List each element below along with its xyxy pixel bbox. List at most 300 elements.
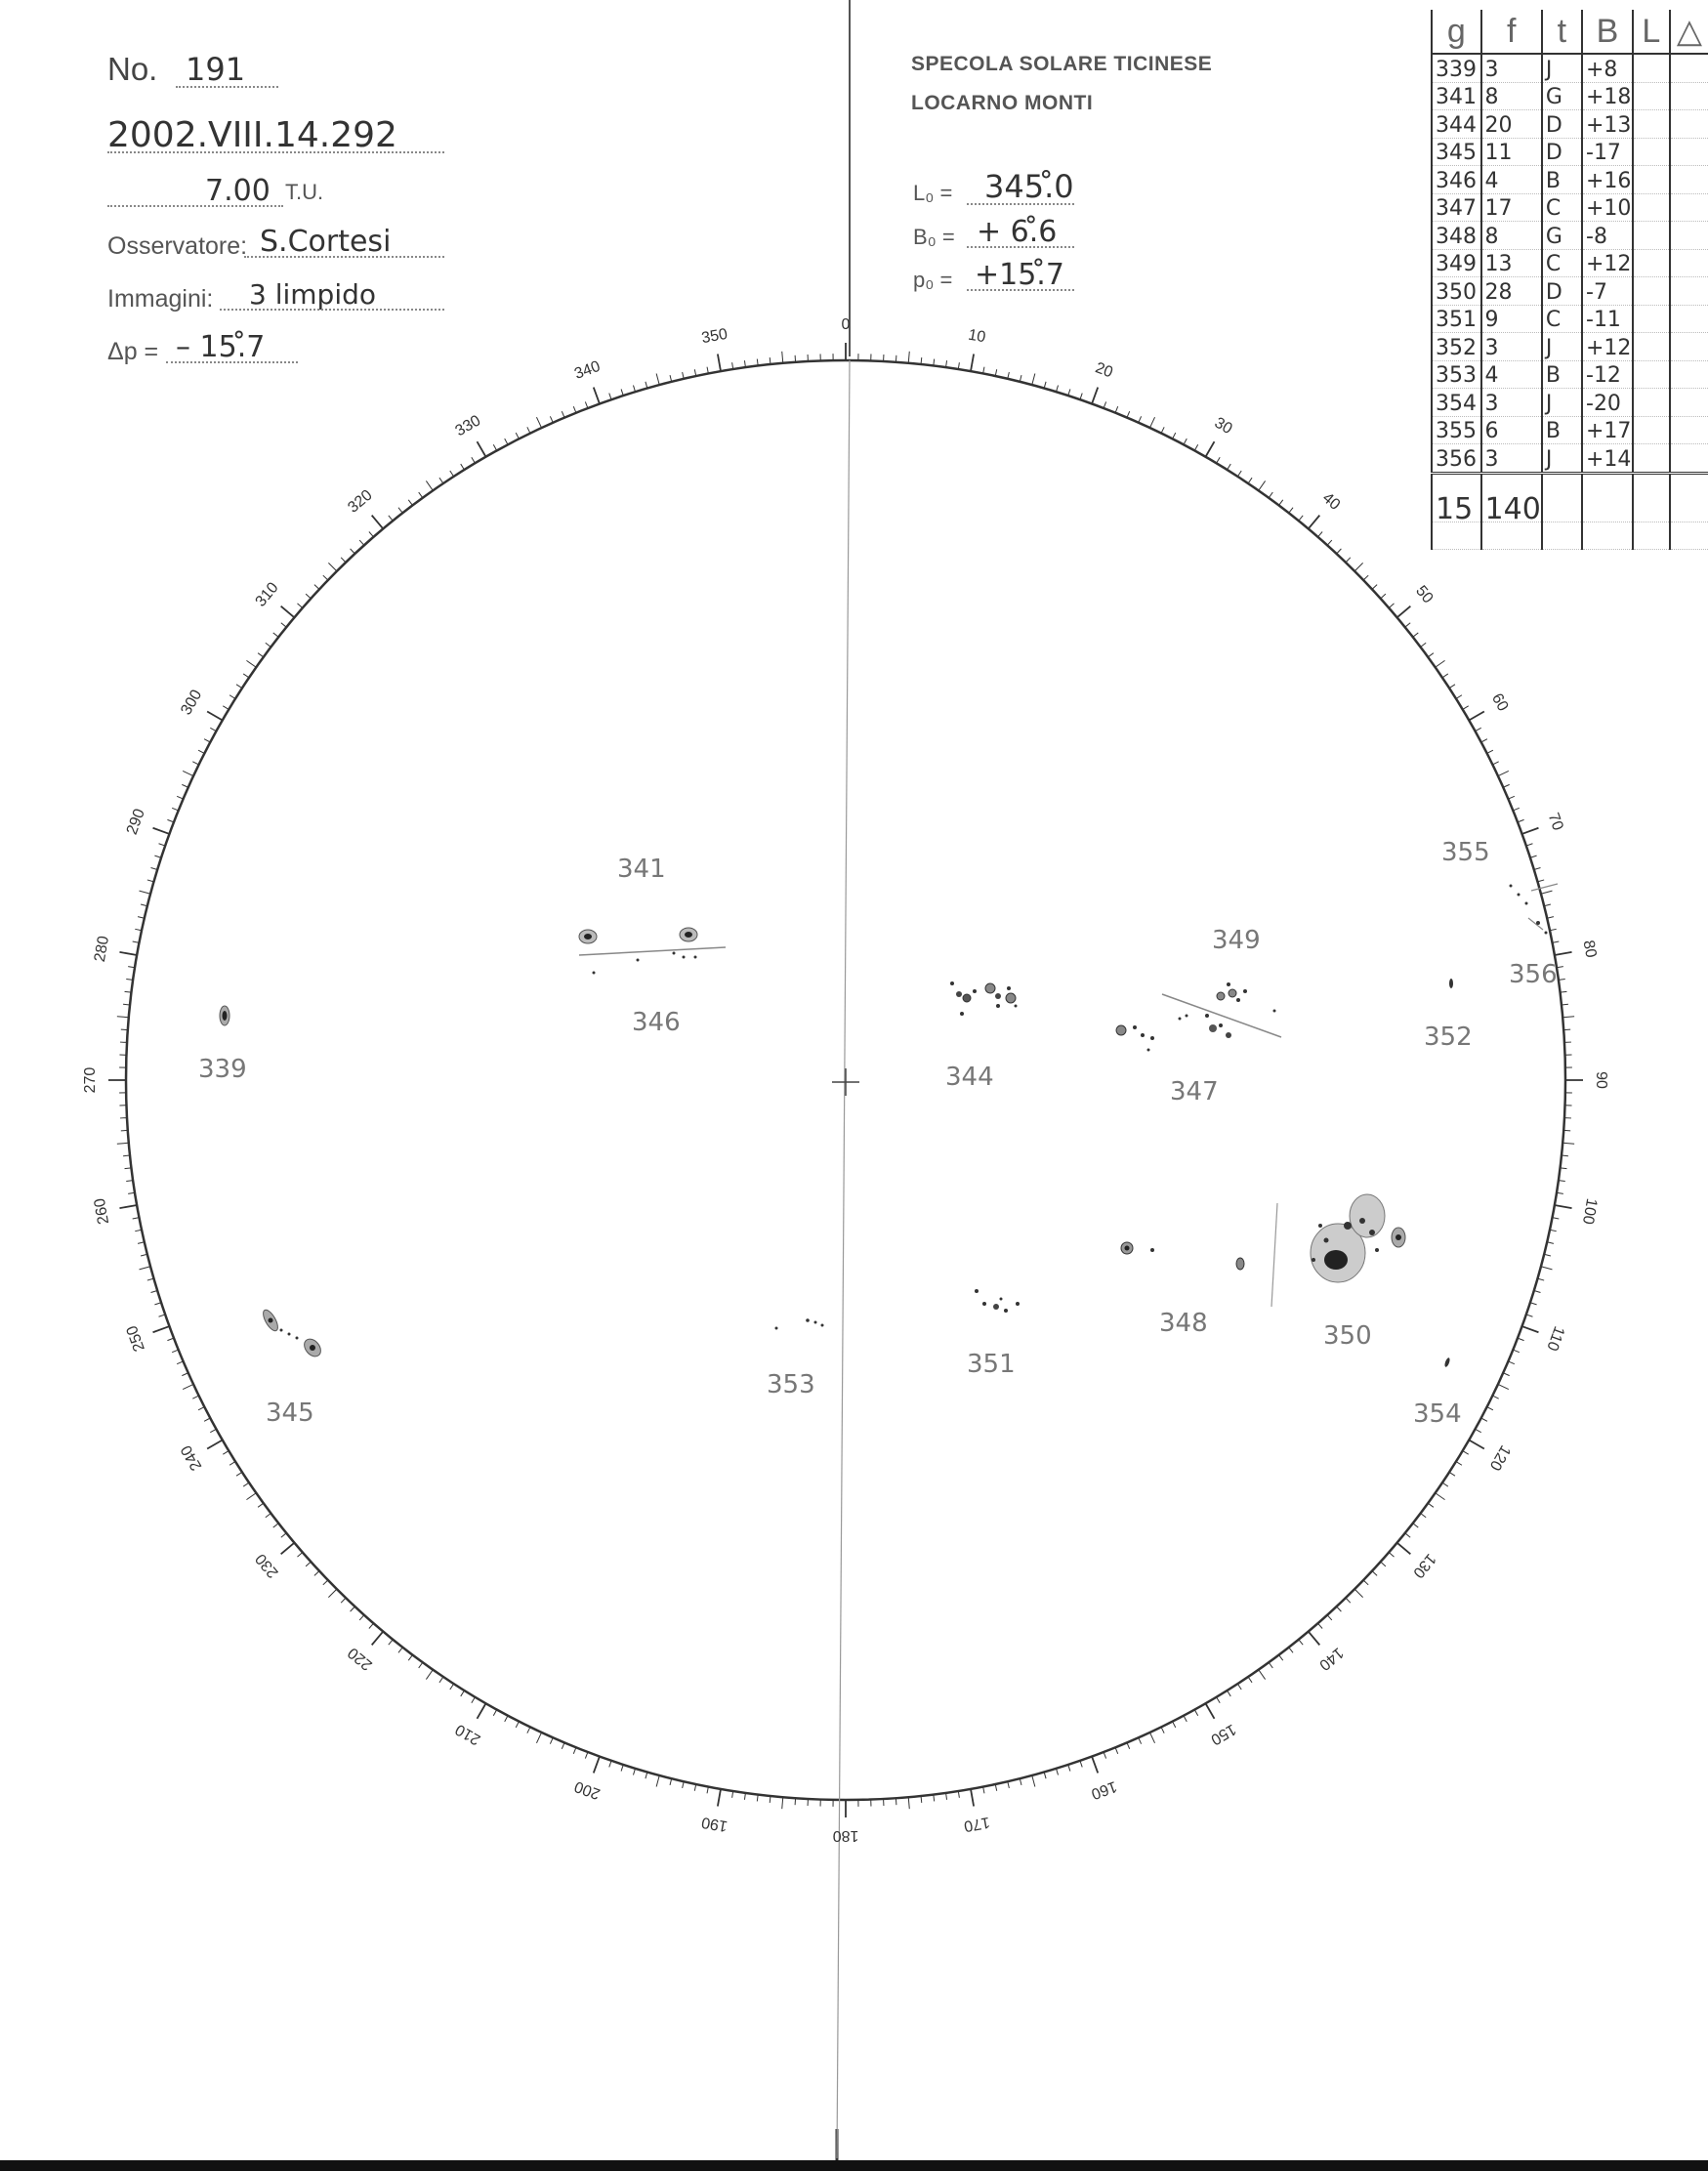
scale-tick [1248,478,1252,483]
scale-tick [1289,1648,1293,1653]
scale-tick [266,1514,271,1518]
scale-label: 240 [178,1441,206,1474]
scale-label: 270 [82,1066,100,1094]
cell-type: G [1542,82,1582,110]
scale-tick [204,1418,210,1421]
delta-p-value: – 15.̊7 [176,330,266,364]
number-label: No. [107,51,158,87]
scale-tick [1487,1407,1493,1410]
cell-spot-count: 9 [1481,305,1542,333]
scale-tick [1476,728,1481,731]
scale-tick [207,712,223,721]
scale-label: 160 [1089,1777,1119,1803]
scale-tick [1389,604,1394,608]
scale-tick [153,1326,170,1332]
scale-tick [1289,508,1293,514]
scale-tick [1184,438,1187,444]
group-label-347: 347 [1170,1077,1219,1106]
scale-tick [1372,1571,1377,1576]
table-row [1432,416,1708,444]
scale-tick [341,1598,346,1603]
scale-tick [1149,417,1154,428]
col-header-b: B [1582,10,1633,54]
scale-label: 110 [1543,1323,1567,1354]
cell-delta [1670,305,1708,333]
scale-tick [183,771,193,775]
scale-tick [478,441,486,457]
scale-tick [419,492,423,498]
scale-tick [140,891,151,894]
scale-tick [426,480,433,490]
scale-tick [1206,441,1215,457]
col-header-g: g [1432,10,1481,54]
scale-tick [140,1267,151,1270]
scale-tick [266,643,271,647]
scale-tick [1498,1384,1509,1389]
cell-latitude: -7 [1582,277,1633,306]
group-label-348: 348 [1159,1309,1208,1338]
scale-tick [1442,674,1448,678]
sunspot-group-339 [220,1006,229,1025]
scale-tick [1080,394,1082,400]
scale-tick [1534,1290,1541,1292]
empty-cell [1542,522,1582,550]
scale-tick [1068,1765,1070,1772]
col-header-f: f [1481,10,1542,54]
cell-group-number: 353 [1432,360,1481,389]
scale-tick [306,594,311,599]
group-label-339: 339 [198,1055,247,1084]
cell-longitude [1633,389,1670,417]
cell-delta [1670,444,1708,474]
scale-tick [236,685,242,689]
scale-tick [1127,411,1130,417]
scale-tick [1354,1589,1362,1597]
rotation-axis-line [837,360,850,2158]
scale-tick [1487,750,1493,753]
scale-tick [1184,1716,1187,1722]
table-row [1432,193,1708,222]
cell-longitude [1633,360,1670,389]
delta-p-label: Δp = [107,338,159,365]
scale-tick [182,1373,187,1376]
cell-longitude [1633,444,1670,474]
scale-tick [1318,531,1323,536]
cell-group-number: 356 [1432,444,1481,474]
scale-tick [1503,784,1509,787]
scale-tick [450,1684,454,1690]
scale-tick [229,1462,235,1466]
scale-label: 180 [832,1826,859,1844]
scale-tick [351,1607,355,1611]
table-total-row [1432,473,1708,522]
scale-tick [281,1533,286,1537]
scale-tick [1346,558,1351,563]
b0-label: B₀ = [913,225,955,249]
scale-tick [1397,606,1411,618]
cell-latitude: +16 [1582,166,1633,194]
scale-tick [1522,828,1539,834]
scale-tick [656,1775,659,1787]
observer-value: S.Cortesi [260,225,392,259]
scale-tick [273,633,279,637]
scale-tick [1259,480,1266,490]
scale-tick [1115,406,1118,412]
cell-spot-count: 8 [1481,82,1542,110]
sunspot-group-353 [775,1318,824,1329]
table-row [1432,249,1708,277]
table-row [1432,305,1708,333]
scale-tick [450,471,454,477]
scale-tick [656,374,659,386]
scale-tick [1354,563,1362,570]
images-label: Immagini: [107,285,214,313]
cell-delta [1670,416,1708,444]
observer-label: Osservatore: [107,232,248,260]
col-header-l: L [1633,10,1670,54]
scale-tick [694,369,695,376]
scale-tick [398,1648,402,1653]
cell-type: D [1542,110,1582,139]
cell-delta [1670,54,1708,82]
scale-tick [281,623,286,627]
table-row [1432,110,1708,139]
cell-latitude: -20 [1582,389,1633,417]
scale-tick [359,1615,364,1620]
cell-latitude: +10 [1582,193,1633,222]
number-value: 191 [186,51,246,88]
cell-delta [1670,166,1708,194]
scale-label: 100 [1578,1196,1601,1226]
scale-tick [419,1662,423,1668]
scale-tick [1363,575,1368,580]
scale-tick [971,1789,974,1807]
scale-label: 90 [1592,1071,1609,1089]
scale-tick [172,808,178,811]
scale-tick [516,433,519,438]
table-row [1432,166,1708,194]
cell-group-number: 350 [1432,277,1481,306]
scale-tick [119,952,137,955]
scale-tick [1327,1615,1332,1620]
scale-tick [258,653,264,657]
total-groups: 15 [1432,473,1481,522]
table-row [1432,360,1708,389]
scale-tick [1056,386,1058,393]
scale-tick [198,1407,204,1410]
scale-tick [1173,1722,1176,1728]
table-row [1432,277,1708,306]
scale-tick [281,1543,295,1555]
scale-label: 60 [1487,690,1512,715]
table-empty-row [1432,522,1708,550]
scale-tick [328,1589,336,1597]
scale-tick [243,674,249,678]
cell-spot-count: 17 [1481,193,1542,222]
scale-tick [550,1737,553,1743]
total-empty-cell [1670,473,1708,522]
scale-tick [1526,1315,1533,1316]
scale-tick [306,1562,311,1566]
scale-tick [183,1384,193,1389]
scale-tick [154,1303,161,1305]
cell-spot-count: 6 [1481,416,1542,444]
scale-tick [1555,952,1572,955]
scale-tick [461,464,465,470]
scale-label: 350 [700,325,729,348]
cell-type: B [1542,360,1582,389]
scale-tick [1541,891,1553,894]
scale-tick [472,1697,476,1703]
date-value: 2002.VIII.14.292 [107,115,397,155]
scale-label: 230 [252,1550,282,1581]
scale-tick [192,762,198,765]
cell-spot-count: 4 [1481,166,1542,194]
scale-tick [1492,1396,1498,1399]
table-row [1432,82,1708,110]
scale-tick [995,369,996,376]
cell-latitude: +12 [1582,249,1633,277]
cell-longitude [1633,333,1670,361]
scale-tick [478,1703,486,1719]
scale-tick [1436,1493,1445,1500]
scale-tick [1173,433,1176,438]
empty-cell [1633,522,1670,550]
scale-tick [341,558,346,563]
scale-tick [1442,1482,1448,1486]
scale-tick [493,444,496,450]
scale-tick [243,1482,249,1486]
group-label-352: 352 [1424,1023,1473,1052]
scale-tick [1449,1472,1455,1476]
scale-tick [1327,540,1332,545]
table-row [1432,444,1708,474]
scale-label: 190 [700,1813,729,1835]
institute-location: LOCARNO MONTI [911,92,1094,114]
scale-tick [1206,1703,1215,1719]
scale-label: 10 [967,326,987,347]
scale-tick [1032,374,1035,386]
scale-tick [210,728,216,731]
scale-tick [1456,1462,1462,1466]
scale-tick [1436,660,1445,667]
scale-tick [1522,1326,1539,1332]
scale-tick [207,1440,223,1449]
scale-label: 340 [572,357,603,383]
scale-tick [1541,1267,1553,1270]
scale-tick [1498,771,1509,775]
scale-tick [119,1205,137,1208]
scale-label: 200 [572,1777,603,1803]
cell-group-number: 348 [1432,222,1481,250]
scale-tick [1269,492,1272,498]
cell-group-number: 351 [1432,305,1481,333]
scale-tick [1534,867,1541,869]
sunspot-group-354 [1443,1357,1450,1368]
scale-tick [1463,1451,1469,1455]
scale-tick [493,1710,496,1716]
cell-latitude: -8 [1582,222,1633,250]
scale-tick [135,1230,142,1231]
cell-longitude [1633,193,1670,222]
scale-tick [609,394,611,400]
cell-delta [1670,277,1708,306]
scale-tick [1299,516,1303,521]
cell-delta [1670,222,1708,250]
scale-tick [609,1761,611,1768]
scale-tick [389,516,393,521]
scale-tick [1481,739,1487,742]
scale-tick [1259,1670,1266,1680]
scale-tick [389,1640,393,1645]
scale-tick [1337,549,1342,554]
scale-tick [472,457,476,463]
cell-delta [1670,110,1708,139]
scale-tick [1248,1677,1252,1683]
images-value: 3 limpido [249,278,377,311]
cell-group-number: 349 [1432,249,1481,277]
scale-tick [1139,416,1142,422]
sunspot-group-341-346 [579,928,726,975]
cell-type: D [1542,138,1582,166]
cell-delta [1670,249,1708,277]
scale-tick [1309,1632,1320,1646]
total-empty-cell [1582,473,1633,522]
empty-cell [1670,522,1708,550]
scale-label: 140 [1315,1644,1347,1674]
table-row [1432,222,1708,250]
cell-spot-count: 8 [1481,222,1542,250]
scale-tick [1139,1737,1142,1743]
cell-type: C [1542,249,1582,277]
scale-tick [159,1315,166,1316]
scale-tick [1092,1757,1098,1774]
scale-tick [694,1784,695,1791]
cell-longitude [1633,277,1670,306]
scale-label: 310 [252,579,282,610]
scale-tick [971,354,974,371]
p0-value: +15.̊7 [975,258,1064,292]
group-label-351: 351 [967,1350,1016,1379]
scale-tick [1503,1373,1509,1376]
group-label-356: 356 [1509,960,1558,989]
cell-spot-count: 3 [1481,444,1542,474]
sunspot-group-351 [975,1289,1020,1313]
scale-tick [273,1524,279,1527]
cell-delta [1670,333,1708,361]
scale-tick [372,1632,384,1646]
scale-tick [1555,1205,1572,1208]
col-header-t: t [1542,10,1582,54]
scale-tick [1161,1727,1164,1733]
scale-tick [151,867,158,869]
scale-tick [1526,844,1533,846]
scale-tick [1469,1440,1484,1449]
scale-label: 70 [1544,811,1566,833]
scale-tick [1428,653,1434,657]
col-header-delta: △ [1670,10,1708,54]
scale-label: 220 [345,1644,376,1674]
scale-tick [1068,389,1070,396]
cell-type: B [1542,166,1582,194]
scale-tick [633,386,635,393]
scale-tick [1469,712,1484,721]
scale-tick [1217,1697,1221,1703]
sunspot-group-344 [950,981,1018,1016]
cell-group-number: 341 [1432,82,1481,110]
scale-tick [594,1757,600,1774]
scale-tick [323,575,328,580]
scale-tick [1104,401,1106,408]
group-label-341: 341 [617,855,666,884]
cell-spot-count: 20 [1481,110,1542,139]
scale-label: 290 [123,807,148,837]
scale-tick [1562,1143,1574,1144]
p0-label: p₀ = [913,268,953,292]
scale-label: 170 [962,1813,991,1835]
scale-tick [159,844,166,846]
scale-tick [372,516,384,529]
cell-group-number: 346 [1432,166,1481,194]
scale-tick [439,1677,443,1683]
scale-tick [1299,1640,1303,1645]
scale-tick [323,1580,328,1585]
cell-spot-count: 28 [1481,277,1542,306]
scale-tick [621,389,623,396]
scale-tick [1513,808,1519,811]
scale-tick [369,531,374,536]
scale-tick [1092,388,1098,404]
scale-tick [718,354,721,371]
cell-latitude: -11 [1582,305,1633,333]
group-label-345: 345 [266,1399,314,1428]
scale-tick [328,563,336,570]
cell-longitude [1633,305,1670,333]
scale-tick [1337,1607,1342,1611]
scale-tick [153,828,170,834]
scale-tick [151,1290,158,1292]
scale-tick [1363,1580,1368,1585]
scale-tick [1372,585,1377,590]
scale-tick [167,819,174,822]
table-row [1432,389,1708,417]
cell-longitude [1633,222,1670,250]
scale-tick [1194,1710,1197,1716]
l0-label: L₀ = [913,181,953,205]
time-value: 7.00 [205,174,271,208]
scale-label: 150 [1207,1720,1239,1748]
total-empty-cell [1542,473,1582,522]
cell-latitude: +14 [1582,444,1633,474]
scale-tick [1476,1429,1481,1432]
scale-tick [223,1451,229,1455]
cell-group-number: 339 [1432,54,1481,82]
scale-tick [908,1797,909,1809]
scale-label: 0 [841,316,851,334]
scale-tick [516,1722,519,1728]
scale-tick [1279,1655,1283,1661]
scale-tick [1421,1514,1427,1518]
group-label-346: 346 [632,1008,681,1037]
scale-tick [505,438,508,444]
scale-tick [1228,1691,1231,1696]
scale-tick [167,1338,174,1341]
scale-tick [1508,796,1514,799]
cell-delta [1670,82,1708,110]
cell-spot-count: 4 [1481,360,1542,389]
scale-label: 80 [1579,939,1600,959]
group-label-349: 349 [1212,926,1261,955]
